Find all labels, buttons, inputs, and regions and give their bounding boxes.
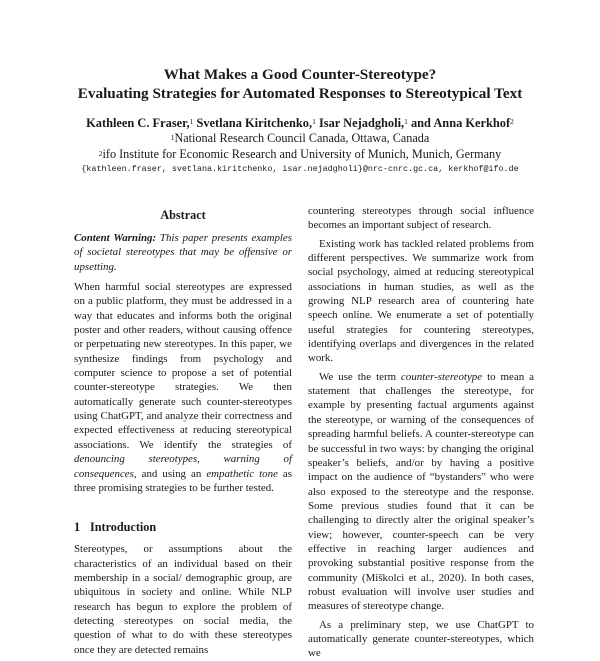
term-emphasis: counter-stereotype: [401, 370, 483, 383]
intro-paragraph-2: Existing work has tackled related problems from different perspectives. We summarize work from social psychology, aimed at reducing stereotypical associations in human studies, as well as the growing NLP research area of countering hate speech online. We enumerate a set of potentially useful strategies for countering stereotypes, identifying overlaps and divergences in the related work.: [308, 237, 534, 365]
right-column: [308, 204, 534, 661]
affiliation-mark: 1: [312, 117, 316, 126]
abstract-body: [74, 280, 292, 495]
affiliation-mark: 1: [189, 117, 194, 126]
author-name: Svetlana Kiritchenko,: [196, 116, 313, 130]
left-column: [74, 207, 292, 657]
affiliation-2: [0, 147, 600, 162]
abstract-emphasis: warning of consequences: [74, 453, 292, 480]
paragraph-text: to mean a statement that challenges the stereotype, for example by presenting factual arguments against the stereotype, or warning of the consequences of spreading harmful beliefs. A counter-stereotype can be successful in two ways: by changing the original speaker’s beliefs, and/or by having a positive impact on the audience of “bystanders” who were also exposed to the stereotype and the response. Some previous studies found that it can be challenging to directly alter the original speaker’s view; however, counter-speech can be very effective in reaching larger audiences and provoking substantial positive response from the community (Miškolci et al., 2020). In both cases, robust evaluation will involve user studies and measures of stereotype change.: [308, 370, 534, 613]
section-number: 1: [74, 520, 81, 535]
section-title: Introduction: [90, 520, 157, 535]
author-name: Kathleen C. Fraser,: [86, 116, 190, 130]
author-name: and Anna Kerkhof: [410, 116, 511, 130]
abstract-text: as three promising strategies to be further tested.: [74, 467, 292, 494]
author-name: Isar Nejadgholi,: [318, 116, 405, 130]
affiliation-mark: 1: [404, 117, 408, 126]
affiliation-mark: 2: [510, 117, 514, 126]
section-heading-introduction: [74, 519, 292, 535]
affiliation-mark: 1: [170, 133, 175, 142]
content-warning-text: This paper presents examples of societal stereotypes that may be offensive or upsetting.: [74, 232, 292, 273]
content-warning-label: Content Warning:: [74, 232, 157, 244]
abstract-heading: Abstract: [160, 208, 206, 222]
paper-title-line-2: Evaluating Strategies for Automated Responses to Stereotypical Text: [77, 85, 523, 102]
author-list: [0, 115, 600, 131]
affiliation-text: National Research Council Canada, Ottawa, Canada: [174, 131, 430, 145]
intro-paragraph-4: As a preliminary step, we use ChatGPT to automatically generate counter-stereotypes, which we: [308, 618, 534, 660]
abstract-emphasis: empathetic tone: [206, 467, 278, 480]
author-emails: {kathleen.fraser, svetlana.kiritchenko, isar.nejadgholi}@nrc-cnrc.gc.ca, kerkhof@ifo.de: [81, 164, 519, 174]
abstract-text: ,: [197, 453, 224, 466]
affiliation-1: [0, 131, 600, 146]
intro-paragraph-1: Stereotypes, or assumptions about the characteristics of an individual based on their membership in a social/ demographic group, are ubiquitous in society and online. While NLP research has begun to explore the problem of detecting stereotypes on social media, the question of what to do with these stereotypes once they are detected remains: [74, 543, 292, 656]
abstract-text: When harmful social stereotypes are expressed on a public platform, they must be addressed in a way that educates and informs both the original poster and other readers, without causing offence or perpetuating new stereotypes. In this paper, we synthesize findings from psychology and computer science to propose a set of potential counter-stereotype strategies. We then automatically generate such counter-stereotypes using ChatGPT, and analyze their correctness and expected effectiveness at reducing stereotypical associations. We identify the strategies of: [74, 281, 292, 451]
content-warning: [74, 231, 292, 274]
intro-paragraph-3: [308, 370, 534, 614]
affiliation-text: ifo Institute for Economic Research and University of Munich, Munich, Germany: [102, 147, 502, 161]
affiliation-mark: 2: [98, 149, 103, 158]
paragraph-text: We use the term: [319, 370, 402, 383]
abstract-emphasis: denouncing stereotypes: [74, 453, 198, 466]
abstract-text: , and using an: [133, 467, 207, 480]
paper-title-line-1: What Makes a Good Counter-Stereotype?: [163, 66, 437, 83]
intro-paragraph-continued: countering stereotypes through social influence becomes an important subject of research.: [308, 205, 534, 232]
